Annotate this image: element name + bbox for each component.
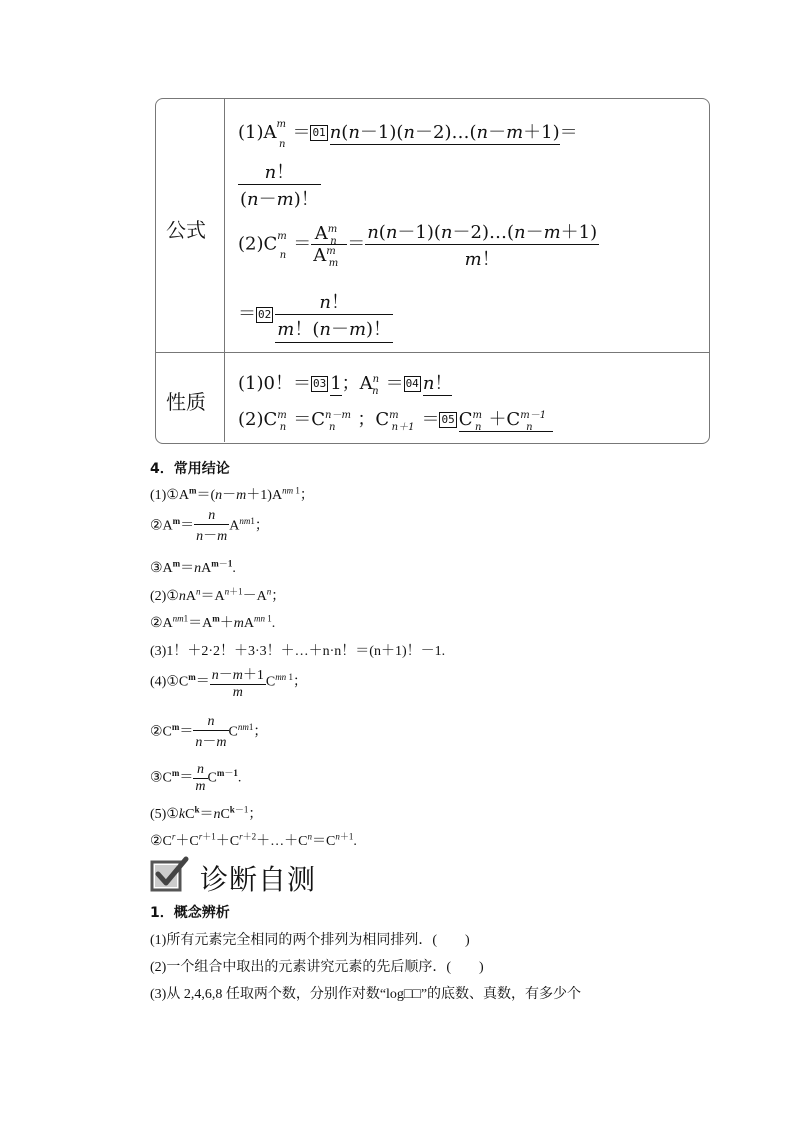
- diagnosis-title: 诊断自测: [200, 863, 317, 896]
- table-row-divider: [155, 352, 710, 353]
- conclusion-5-1: $(5)①kC^k=nC^{k-1}$；: [150, 804, 263, 822]
- checkbox-icon: [150, 856, 190, 892]
- formula-permutation-fraction: $\frac{n!}{(n-m)!}$: [240, 162, 319, 210]
- conclusion-4-3: $③C^m=$ $\frac{n}{m}$ $C^{m-1}$.: [150, 762, 242, 794]
- section-heading: 4．常用结论: [150, 461, 230, 477]
- answer-tag-04: 04: [405, 377, 419, 390]
- question-1: (1)所有元素完全相同的两个排列为相同排列．( ): [150, 933, 470, 948]
- formula-combination: $(2)C^m_n=$ $\frac{A^m_n}{A^m_m}$ ＝ $\frac{n(n-1)(n-2)\dots(n-m+1)}{m!}$: [238, 222, 598, 270]
- diagnosis-heading: 1．概念辨析: [150, 905, 230, 921]
- question-3: (3)从 2,4,6,8 任取两个数，分别作对数“log□□”的底数、真数，有多少个: [150, 987, 582, 1002]
- row-label-formula: 公式: [166, 218, 206, 242]
- answer-tag-02: 02: [258, 307, 272, 321]
- formula-combination-factorial: ＝ 02 $\frac{n!}{m!(n-m)!}$: [238, 288, 393, 343]
- answer-tag-01: 01: [312, 126, 326, 139]
- answer-tag-03: 03: [312, 377, 327, 390]
- table-column-divider: [224, 99, 225, 442]
- row-label-property: 性质: [166, 390, 206, 414]
- conclusion-1-1: $(1)①A^m=(n-m+1)A^{nm 1}$；: [150, 485, 314, 503]
- formula-permutation: $(1)A^m_n= 01$ n(n－1)(n－2)…(n－m＋1)＝: [238, 119, 578, 150]
- conclusion-2-2: $②A^{nm1}=A^m+mA^{mn 1}$.: [150, 613, 276, 631]
- conclusion-4-2: $②C^m=$ $\frac{n}{n-m}$ $C^{nm1}$；: [150, 714, 268, 750]
- property-combination: $(2)C^m_n =C^{n-m}_n$ ；$C^m_{n+1} = 05$ $C^m_n +C^{m-1}_n$: [238, 405, 553, 431]
- question-2: (2)一个组合中取出的元素讲究元素的先后顺序．( ): [150, 960, 484, 975]
- conclusion-3: (3)1！＋2·2！＋3·3！＋…＋n·n！＝(n＋1)！－1.: [150, 644, 446, 659]
- conclusion-5-2: $②C^r+C^{r+1}+C^{r+2}+\dots+C^n=C^{n+1}$.: [150, 831, 357, 849]
- conclusion-1-3: $③A^m=nA^{m-1}$.: [150, 558, 236, 576]
- property-factorial: (1)0！＝ 03 1；$A^n_n = 04$ n！: [238, 373, 453, 397]
- conclusion-1-2: $②A^m=$ $\frac{n}{n-m}$ $A^{nm1}$；: [150, 508, 269, 544]
- conclusion-4-1: $(4)①C^m=$ $\frac{n-m+1}{m}$ $C^{mn 1}$；: [150, 668, 307, 700]
- conclusion-2-1: $(2)①nA^n=A^{n+1}-A^n$；: [150, 586, 286, 604]
- answer-tag-05: 05: [441, 413, 455, 426]
